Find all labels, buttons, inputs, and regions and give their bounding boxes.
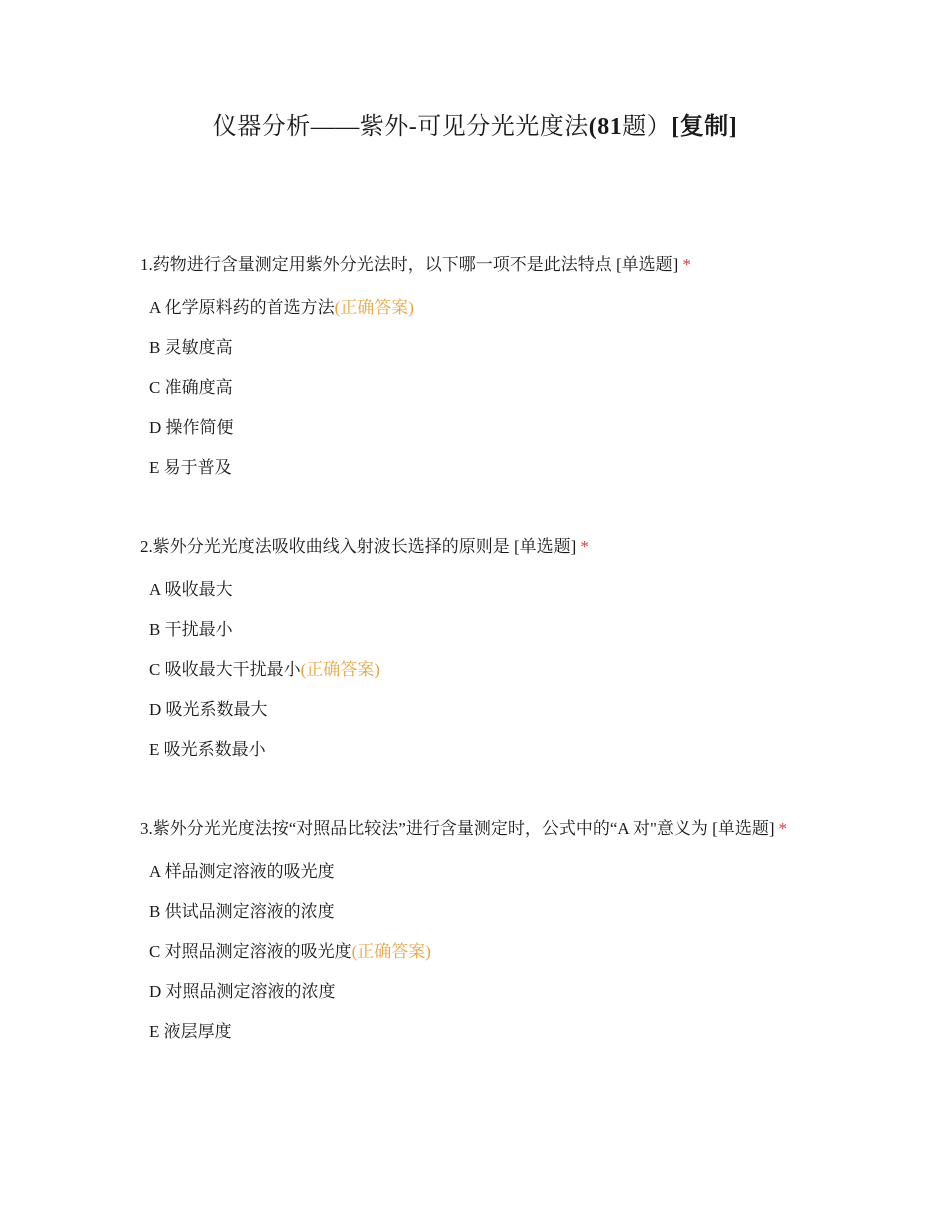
option-text: E 易于普及 (149, 458, 232, 477)
option-text: D 对照品测定溶液的浓度 (149, 982, 336, 1001)
option-b[interactable] (140, 618, 820, 658)
title-copy-tag: [复制] (671, 114, 738, 140)
option-c[interactable] (140, 376, 820, 416)
option-e[interactable] (140, 738, 820, 778)
correct-answer-tag: (正确答案) (300, 660, 380, 679)
question-stem (140, 250, 820, 280)
option-text: C 对照品测定溶液的吸光度 (149, 942, 352, 961)
option-text: D 吸光系数最大 (149, 700, 268, 719)
question-1 (140, 250, 820, 496)
correct-answer-tag: (正确答案) (351, 942, 431, 961)
title-open-paren: ( (588, 114, 598, 140)
option-a[interactable] (140, 578, 820, 618)
option-list (140, 296, 820, 496)
option-c[interactable] (140, 940, 820, 980)
option-text: A 化学原料药的首选方法 (149, 298, 335, 317)
option-e[interactable] (140, 456, 820, 496)
question-stem (140, 814, 820, 844)
option-text: E 液层厚度 (149, 1022, 232, 1041)
option-text: B 供试品测定溶液的浓度 (149, 902, 335, 921)
option-text: A 吸收最大 (149, 580, 233, 599)
page-title (0, 110, 950, 144)
option-text: B 干扰最小 (149, 620, 233, 639)
option-d[interactable] (140, 416, 820, 456)
option-b[interactable] (140, 336, 820, 376)
question-stem (140, 532, 820, 562)
option-b[interactable] (140, 900, 820, 940)
correct-answer-tag: (正确答案) (334, 298, 414, 317)
option-list (140, 860, 820, 1060)
title-unit: 题） (622, 114, 672, 140)
question-2 (140, 532, 820, 778)
option-text: B 灵敏度高 (149, 338, 233, 357)
question-3 (140, 814, 820, 1060)
title-question-count: 81 (597, 114, 623, 140)
option-text: A 样品测定溶液的吸光度 (149, 862, 335, 881)
question-stem-text: 2.紫外分光光度法吸收曲线入射波长选择的原则是 [单选题] (140, 537, 577, 556)
option-d[interactable] (140, 980, 820, 1020)
option-c[interactable] (140, 658, 820, 698)
option-list (140, 578, 820, 778)
question-stem-text: 3.紫外分光光度法按“对照品比较法”进行含量测定时，公式中的“A 对"意义为 [单选题] (140, 819, 775, 838)
option-text: C 吸收最大干扰最小 (149, 660, 301, 679)
title-main: 仪器分析——紫外-可见分光光度法 (212, 114, 589, 140)
required-mark: * (682, 255, 691, 274)
option-a[interactable] (140, 296, 820, 336)
option-e[interactable] (140, 1020, 820, 1060)
required-mark: * (580, 537, 589, 556)
option-a[interactable] (140, 860, 820, 900)
option-text: C 准确度高 (149, 378, 233, 397)
question-stem-text: 1.药物进行含量测定用紫外分光法时，以下哪一项不是此法特点 [单选题] (140, 255, 679, 274)
option-text: E 吸光系数最小 (149, 740, 266, 759)
option-text: D 操作简便 (149, 418, 234, 437)
required-mark: * (778, 819, 787, 838)
option-d[interactable] (140, 698, 820, 738)
